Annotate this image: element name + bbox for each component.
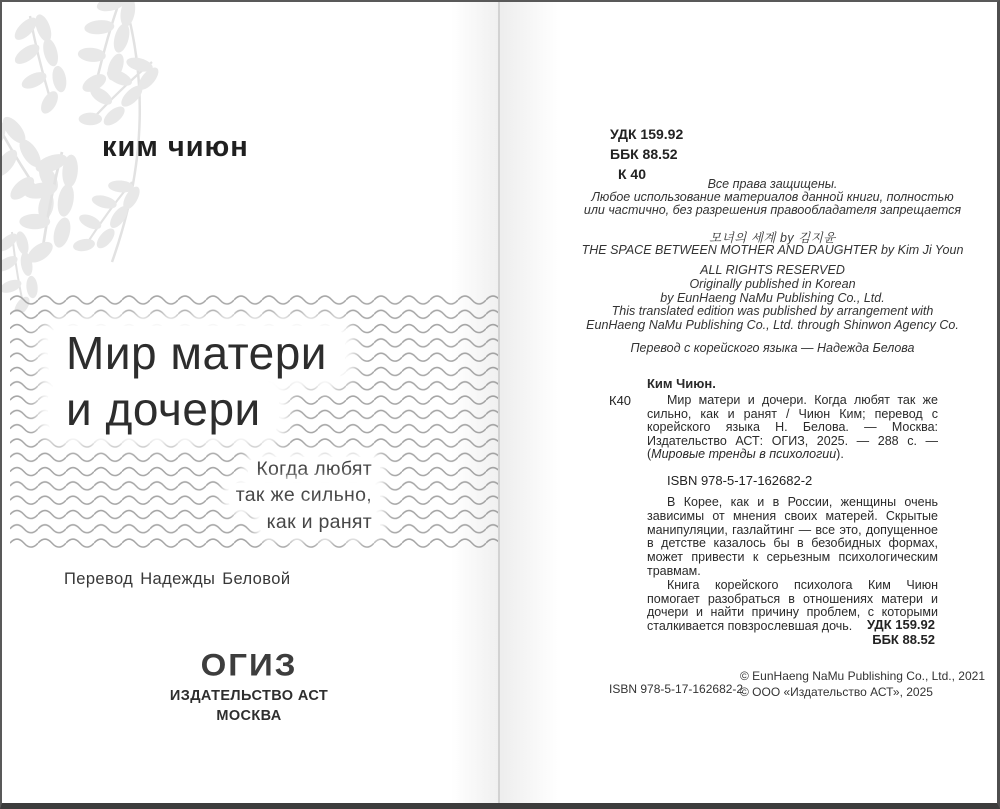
biblio-text-end: ). <box>836 447 844 462</box>
biblio-text: Мир матери и дочери. Когда любят так же сильно, как и ранят / Чиюн Ким; перевод с корейского языка Н. Белова. — Москва: Издательство АСТ: ОГИЗ, 2025. — 288 с. — ( <box>647 393 938 462</box>
classification-codes <box>610 124 683 184</box>
rights-en-line1: ALL RIGHTS RESERVED <box>700 263 845 277</box>
rights-ru-line2: Любое использование материалов данной книги, полностью <box>591 190 954 205</box>
biblio-description <box>647 394 938 462</box>
subtitle-line1: Когда любят <box>248 457 380 482</box>
publisher-name: ИЗДАТЕЛЬСТВО АСТ <box>169 688 329 704</box>
author-name: ким чиюн <box>102 131 249 163</box>
translator-credit: Перевод Надежды Беловой <box>64 570 291 588</box>
isbn-main: ISBN 978-5-17-162682-2 <box>667 473 813 488</box>
rights-en-line5: EunHaeng NaMu Publishing Co., Ltd. through Shinwon Agency Co. <box>586 318 959 333</box>
translation-credit: Перевод с корейского языка — Надежда Белова <box>630 341 915 355</box>
rights-en-line3: by EunHaeng NaMu Publishing Co., Ltd. <box>660 290 885 305</box>
rights-notice-ru <box>570 178 975 218</box>
subtitle-line3: как и ранят <box>259 510 380 535</box>
udk-code-bottom: УДК 159.92 <box>867 617 935 632</box>
spine-shadow-left <box>451 2 498 803</box>
classification-codes-bottom <box>867 617 935 647</box>
publisher-city: МОСКВА <box>216 707 282 724</box>
book-title <box>48 326 345 438</box>
isbn-bottom: ISBN 978-5-17-162682-2 <box>609 682 744 696</box>
book-title-line2: и дочери <box>48 382 279 436</box>
copyright-lines <box>740 669 985 700</box>
biblio-author: Ким Чиюн. <box>647 376 716 391</box>
rights-notice-en <box>570 264 975 333</box>
rights-ru-line3: или частично, без разрешения правообладателя запрещается <box>583 203 962 218</box>
publisher-block <box>99 648 399 723</box>
copyright-page <box>502 2 997 803</box>
bbk-code: ББК 88.52 <box>610 146 678 162</box>
annotation-paragraph-1: В Корее, как и в России, женщины очень зависимы от мнения своих матерей. Скрытые манипуляции, газлайтинг — все это, допущенное в детстве казалось бы в безобидных формах, может привести к серьезным психологическим травмам. <box>647 495 938 578</box>
original-title-korean: 모녀의 세계 by 김지윤 <box>709 231 836 245</box>
copyright-original: © EunHaeng NaMu Publishing Co., Ltd., 2021 <box>740 669 985 683</box>
biblio-series: Мировые тренды в психологии <box>651 447 837 462</box>
copyright-russian: © ООО «Издательство АСТ», 2025 <box>740 684 933 699</box>
annotation <box>647 496 938 634</box>
rights-en-line4: This translated edition was published by arrangement with <box>611 304 934 319</box>
book-title-line1: Мир матери <box>48 326 345 380</box>
rights-ru-line1: Все права защищены. <box>707 177 838 191</box>
ogiz-logo: ОГИЗ <box>200 646 298 683</box>
title-page <box>2 2 499 803</box>
rights-en-line2: Originally published in Korean <box>689 276 856 291</box>
udk-code: УДК 159.92 <box>610 126 684 142</box>
annotation-paragraph-2: Книга корейского психолога Ким Чиюн помогает разобраться в отношениях матери и дочери и найти причину проблем, с которыми сталкивается повзрослевшая дочь. <box>647 577 938 634</box>
book-subtitle <box>228 457 380 536</box>
bbk-code-bottom: ББК 88.52 <box>872 632 935 647</box>
author-sign-code: К 40 <box>618 166 647 182</box>
subtitle-line2: так же сильно, <box>228 483 380 508</box>
original-title-english: THE SPACE BETWEEN MOTHER AND DAUGHTER by Kim Ji Youn <box>581 243 964 257</box>
bibliographic-entry <box>647 377 938 462</box>
catalog-label: К40 <box>609 393 632 408</box>
